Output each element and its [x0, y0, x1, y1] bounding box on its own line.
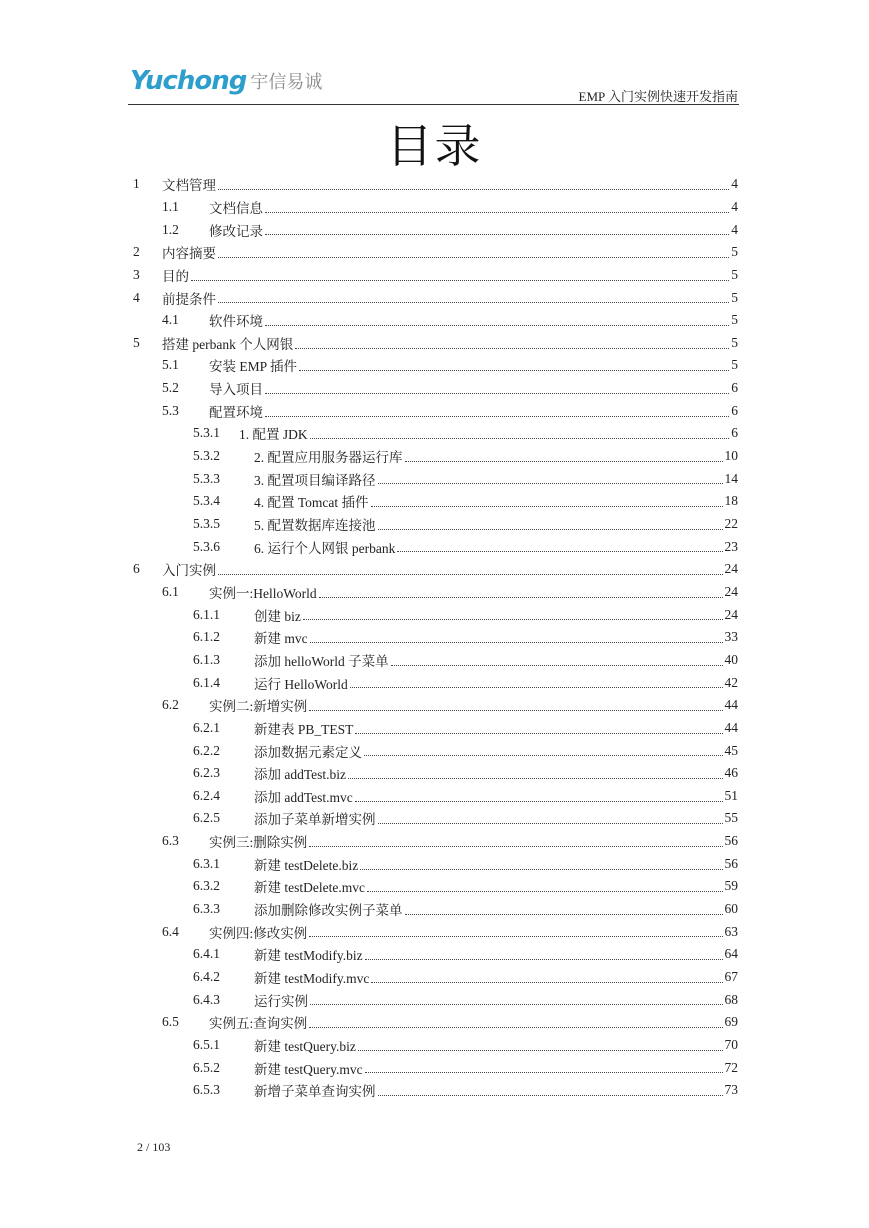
toc-entry-page: 73: [724, 1082, 738, 1098]
toc-entry-number: 5.3.6: [193, 538, 220, 554]
toc-entry-title: 入门实例: [162, 563, 216, 579]
toc-leader-dots: [309, 845, 722, 847]
toc-entry-number: 6.2.3: [193, 765, 220, 781]
toc-leader-dots: [355, 800, 723, 802]
toc-leader-dots: [265, 415, 729, 417]
toc-leader-dots: [310, 641, 723, 643]
toc-leader-dots: [319, 596, 723, 598]
toc-entry-number: 5.2: [162, 380, 179, 396]
toc-entry-number: 5.1: [162, 357, 179, 373]
toc-entry-number: 5.3.5: [193, 516, 220, 532]
toc-leader-dots: [350, 686, 723, 688]
toc-entry-title: 3. 配置项目编译路径: [254, 472, 376, 488]
logo-text: Yuchong: [130, 66, 247, 96]
toc-entry-number: 6.2.5: [193, 810, 220, 826]
toc-entry[interactable]: [0, 875, 869, 898]
toc-entry[interactable]: [0, 286, 869, 309]
toc-entry-number: 5: [133, 334, 140, 350]
toc-leader-dots: [367, 890, 723, 892]
toc-entry-title: 前提条件: [162, 291, 216, 307]
toc-entry-title: 新建 testModify.mvc: [254, 971, 370, 987]
toc-entry-number: 6.1.3: [193, 651, 220, 667]
toc-entry-number: 5.3.3: [193, 470, 220, 486]
toc-entry-number: 6.3.1: [193, 855, 220, 871]
toc-entry-page: 60: [724, 901, 738, 917]
company-logo: [130, 66, 322, 96]
toc-entry-page: 10: [724, 448, 738, 464]
page-title: 目录: [386, 119, 483, 173]
toc-entry-page: 68: [724, 991, 738, 1007]
toc-entry-title: 新建 testDelete.biz: [254, 857, 359, 873]
toc-entry-number: 6.5.3: [193, 1082, 220, 1098]
toc-entry-page: 24: [724, 561, 738, 577]
toc-leader-dots: [309, 935, 722, 937]
toc-leader-dots: [365, 1071, 723, 1073]
toc-entry-number: 6.2.2: [193, 742, 220, 758]
toc-entry[interactable]: [0, 762, 869, 785]
toc-entry-page: 56: [724, 855, 738, 871]
toc-entry-number: 6.1: [162, 583, 179, 599]
toc-entry[interactable]: [0, 218, 869, 241]
toc-entry-page: 69: [724, 1014, 738, 1030]
toc-entry-number: 5.3.2: [193, 448, 220, 464]
toc-entry[interactable]: [0, 671, 869, 694]
toc-leader-dots: [310, 1003, 723, 1005]
toc-entry-page: 51: [724, 787, 738, 803]
toc-entry-page: 59: [724, 878, 738, 894]
toc-entry-page: 5: [731, 266, 738, 282]
toc-entry-title: 实例一:HelloWorld: [209, 585, 317, 601]
toc-entry[interactable]: [0, 400, 869, 423]
toc-leader-dots: [365, 958, 723, 960]
toc-entry-title: 添加 addTest.mvc: [254, 789, 353, 805]
toc-entry-page: 67: [724, 969, 738, 985]
page-indicator: 2 / 103: [137, 1140, 171, 1154]
toc-entry-title: 文档管理: [162, 178, 216, 194]
toc-entry-page: 5: [731, 357, 738, 373]
toc-entry-title: 添加 helloWorld 子菜单: [254, 653, 389, 669]
toc-entry-page: 70: [724, 1036, 738, 1052]
toc-entry-title: 导入项目: [209, 382, 263, 398]
toc-entry[interactable]: [0, 490, 869, 513]
toc-entry-page: 24: [724, 583, 738, 599]
toc-entry-number: 1: [133, 176, 140, 192]
toc-entry-number: 6.4.3: [193, 991, 220, 1007]
toc-leader-dots: [295, 347, 729, 349]
toc-leader-dots: [310, 437, 730, 439]
toc-entry-title: 添加数据元素定义: [254, 744, 362, 760]
toc-entry-page: 24: [724, 606, 738, 622]
toc-entry-page: 42: [724, 674, 738, 690]
toc-entry[interactable]: [0, 535, 869, 558]
toc-entry-page: 5: [731, 244, 738, 260]
toc-entry-title: 创建 biz: [254, 608, 301, 624]
toc-entry-title: 运行 HelloWorld: [254, 676, 348, 692]
toc-entry-title: 实例三:删除实例: [209, 835, 308, 851]
toc-leader-dots: [378, 822, 723, 824]
toc-entry-title: 5. 配置数据库连接池: [254, 518, 376, 534]
toc-entry-title: 4. 配置 Tomcat 插件: [254, 495, 369, 511]
toc-entry-title: 2. 配置应用服务器运行库: [254, 450, 403, 466]
toc-entry-page: 4: [731, 176, 738, 192]
toc-entry[interactable]: [0, 558, 869, 581]
toc-entry[interactable]: [0, 513, 869, 536]
toc-entry-number: 6.1.4: [193, 674, 220, 690]
toc-entry-title: 配置环境: [209, 404, 263, 420]
toc-entry-number: 6: [133, 561, 140, 577]
toc-entry-number: 4: [133, 289, 140, 305]
toc-leader-dots: [309, 709, 722, 711]
toc-entry-number: 4.1: [162, 312, 179, 328]
toc-entry[interactable]: [0, 332, 869, 355]
toc-entry[interactable]: [0, 988, 869, 1011]
toc-entry-page: 44: [724, 719, 738, 735]
toc-entry-title: 新增子菜单查询实例: [254, 1084, 376, 1100]
toc-entry[interactable]: [0, 966, 869, 989]
toc-leader-dots: [378, 528, 723, 530]
toc-entry-title: 新建 testQuery.biz: [254, 1038, 356, 1054]
toc-entry-page: 5: [731, 334, 738, 350]
toc-entry-number: 6.2.4: [193, 787, 220, 803]
toc-entry-page: 46: [724, 765, 738, 781]
toc-entry-title: 新建 testDelete.mvc: [254, 880, 365, 896]
toc-entry[interactable]: [0, 626, 869, 649]
toc-entry-title: 新建表 PB_TEST: [254, 721, 354, 737]
toc-entry-page: 44: [724, 697, 738, 713]
toc-entry[interactable]: [0, 717, 869, 740]
toc-entry-title: 添加子菜单新增实例: [254, 812, 376, 828]
toc-entry-number: 6.2.1: [193, 719, 220, 735]
toc-leader-dots: [371, 505, 723, 507]
toc-entry-page: 6: [731, 402, 738, 418]
toc-entry-page: 45: [724, 742, 738, 758]
toc-leader-dots: [405, 460, 723, 462]
toc-entry[interactable]: [0, 1056, 869, 1079]
toc-entry-number: 6.4: [162, 923, 179, 939]
toc-entry[interactable]: [0, 354, 869, 377]
toc-entry-number: 6.5.1: [193, 1036, 220, 1052]
toc-entry[interactable]: [0, 309, 869, 332]
toc-entry-page: 33: [724, 629, 738, 645]
toc-entry-page: 14: [724, 470, 738, 486]
toc-entry-title: 新建 testModify.biz: [254, 948, 363, 964]
toc-leader-dots: [218, 188, 729, 190]
toc-entry-page: 6: [731, 425, 738, 441]
toc-entry-page: 63: [724, 923, 738, 939]
toc-entry[interactable]: [0, 603, 869, 626]
toc-entry-title: 6. 运行个人网银 perbank: [254, 540, 396, 556]
toc-leader-dots: [378, 482, 723, 484]
toc-leader-dots: [378, 1094, 723, 1096]
toc-entry-number: 6.5.2: [193, 1059, 220, 1075]
toc-leader-dots: [299, 369, 729, 371]
toc-entry-title: 实例二:新增实例: [209, 699, 308, 715]
toc-entry[interactable]: [0, 830, 869, 853]
toc-entry-title: 软件环境: [209, 314, 263, 330]
toc-leader-dots: [391, 664, 723, 666]
toc-entry[interactable]: [0, 467, 869, 490]
toc-leader-dots: [371, 981, 722, 983]
toc-entry[interactable]: [0, 853, 869, 876]
toc-leader-dots: [364, 754, 723, 756]
toc-leader-dots: [265, 233, 729, 235]
toc-entry-title: 内容摘要: [162, 246, 216, 262]
toc-entry-number: 3: [133, 266, 140, 282]
toc-entry-page: 23: [724, 538, 738, 554]
toc-leader-dots: [360, 868, 722, 870]
toc-entry-page: 22: [724, 516, 738, 532]
document-header-title: EMP 入门实例快速开发指南: [578, 89, 738, 104]
toc-entry-number: 1.1: [162, 198, 179, 214]
toc-leader-dots: [355, 732, 722, 734]
toc-entry-number: 1.2: [162, 221, 179, 237]
toc-entry[interactable]: [0, 196, 869, 219]
toc-entry[interactable]: [0, 1034, 869, 1057]
toc-leader-dots: [218, 301, 729, 303]
toc-entry-page: 72: [724, 1059, 738, 1075]
toc-leader-dots: [303, 618, 723, 620]
toc-entry-title: 实例四:修改实例: [209, 925, 308, 941]
toc-entry-title: 添加删除修改实例子菜单: [254, 903, 403, 919]
toc-leader-dots: [348, 777, 722, 779]
toc-entry[interactable]: [0, 807, 869, 830]
toc-entry-page: 40: [724, 651, 738, 667]
toc-leader-dots: [358, 1049, 723, 1051]
toc-entry-title: 修改记录: [209, 223, 263, 239]
toc-entry[interactable]: [0, 943, 869, 966]
toc-entry-title: 运行实例: [254, 993, 308, 1009]
toc-entry-title: 添加 addTest.biz: [254, 767, 347, 783]
toc-entry[interactable]: [0, 785, 869, 808]
toc-entry[interactable]: [0, 377, 869, 400]
toc-entry-number: 6.5: [162, 1014, 179, 1030]
toc-entry-page: 4: [731, 221, 738, 237]
toc-entry-number: 5.3.1: [193, 425, 220, 441]
toc-leader-dots: [218, 573, 723, 575]
toc-entry-number: 6.2: [162, 697, 179, 713]
toc-entry-number: 6.1.1: [193, 606, 220, 622]
toc-entry-number: 5.3.4: [193, 493, 220, 509]
toc-entry-title: 新建 testQuery.mvc: [254, 1061, 363, 1077]
toc-entry-number: 6.3.3: [193, 901, 220, 917]
toc-leader-dots: [265, 392, 729, 394]
toc-entry[interactable]: [0, 920, 869, 943]
toc-entry-title: 文档信息: [209, 200, 263, 216]
toc-entry-number: 6.1.2: [193, 629, 220, 645]
toc-entry[interactable]: [0, 173, 869, 196]
toc-leader-dots: [191, 279, 729, 281]
toc-entry[interactable]: [0, 581, 869, 604]
toc-entry-title: 实例五:查询实例: [209, 1016, 308, 1032]
toc-entry-title: 1. 配置 JDK: [239, 427, 308, 443]
toc-entry[interactable]: [0, 422, 869, 445]
toc-entry[interactable]: [0, 445, 869, 468]
toc-entry-title: 新建 mvc: [254, 631, 308, 647]
toc-entry-number: 2: [133, 244, 140, 260]
toc-entry-title: 安装 EMP 插件: [209, 359, 298, 375]
toc-entry[interactable]: [0, 898, 869, 921]
toc-leader-dots: [218, 256, 729, 258]
toc-entry[interactable]: [0, 264, 869, 287]
toc-entry[interactable]: [0, 1079, 869, 1102]
toc-entry-title: 搭建 perbank 个人网银: [162, 336, 294, 352]
toc-entry-page: 18: [724, 493, 738, 509]
toc-leader-dots: [309, 1026, 722, 1028]
toc-entry[interactable]: [0, 739, 869, 762]
toc-entry[interactable]: [0, 241, 869, 264]
toc-entry-title: 目的: [162, 268, 189, 284]
toc-entry-page: 56: [724, 833, 738, 849]
toc-entry-number: 5.3: [162, 402, 179, 418]
toc-entry-number: 6.3.2: [193, 878, 220, 894]
toc-entry-page: 5: [731, 312, 738, 328]
logo-cn-text: 宇信易诚: [250, 72, 323, 93]
toc-entry-page: 6: [731, 380, 738, 396]
toc-entry[interactable]: [0, 649, 869, 672]
toc-entry[interactable]: [0, 694, 869, 717]
toc-entry-page: 64: [724, 946, 738, 962]
toc-leader-dots: [405, 913, 723, 915]
toc-entry-number: 6.4.2: [193, 969, 220, 985]
toc-entry-page: 5: [731, 289, 738, 305]
header-divider: [128, 104, 739, 105]
toc-entry[interactable]: [0, 1011, 869, 1034]
toc-entry-page: 55: [724, 810, 738, 826]
toc-entry-number: 6.3: [162, 833, 179, 849]
toc-entry-page: 4: [731, 198, 738, 214]
toc-entry-number: 6.4.1: [193, 946, 220, 962]
toc-leader-dots: [397, 550, 722, 552]
toc-leader-dots: [265, 211, 729, 213]
toc-leader-dots: [265, 324, 729, 326]
